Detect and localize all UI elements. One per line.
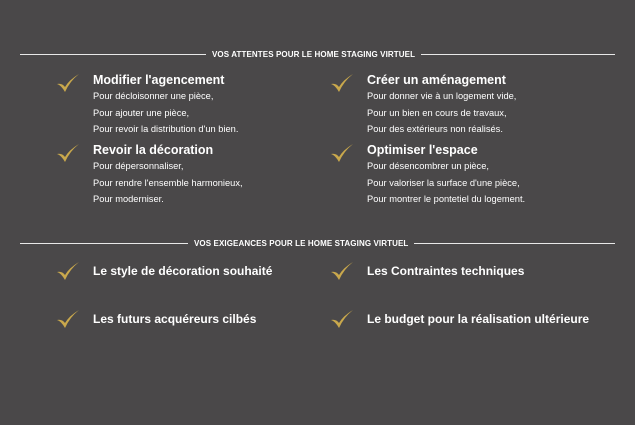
item-line: Pour rendre l'ensemble harmonieux,	[93, 177, 243, 188]
item-line: Pour montrer le pontetiel du logement.	[367, 194, 526, 204]
item-title: Créer un aménagement	[367, 73, 506, 87]
section-header-attentes	[20, 47, 615, 61]
check-icon	[55, 260, 81, 282]
item-line: Pour moderniser.	[93, 194, 164, 204]
divider-line	[414, 243, 615, 244]
section-title: VOS ATTENTES POUR LE HOME STAGING VIRTUEL	[212, 49, 416, 59]
item-contraintes-techniques	[329, 260, 524, 282]
item-title: Le budget pour la réalisation ultérieure	[367, 312, 590, 326]
item-line: Pour revoir la distribution d'un bien.	[93, 124, 239, 134]
item-title: Optimiser l'espace	[367, 143, 478, 157]
item-line: Pour dépersonnaliser,	[93, 161, 184, 171]
check-icon	[55, 72, 81, 94]
item-title: Modifier l'agencement	[93, 73, 225, 87]
item-line: Pour désencombrer un pièce,	[367, 161, 489, 171]
item-line: Pour donner vie à un logement vide,	[367, 91, 517, 101]
item-title: Les Contraintes techniques	[367, 264, 525, 278]
item-modifier-agencement	[55, 72, 238, 138]
divider-line	[421, 54, 615, 55]
check-icon	[329, 72, 355, 94]
item-title: Le style de décoration souhaité	[93, 264, 273, 278]
item-style-decoration	[55, 260, 272, 282]
section-title: VOS EXIGEANCES POUR LE HOME STAGING VIRTUEL	[194, 238, 409, 248]
item-line: Pour décloisonner une pièce,	[93, 91, 214, 101]
section-header-exigeances	[20, 236, 615, 250]
check-icon	[329, 260, 355, 282]
check-icon	[55, 308, 81, 330]
item-line: Pour valoriser la surface d'une pièce,	[367, 177, 520, 188]
item-creer-amenagement	[329, 72, 516, 138]
item-budget-realisation	[329, 308, 589, 330]
item-title: Revoir la décoration	[93, 143, 214, 157]
check-icon	[329, 308, 355, 330]
divider-line	[20, 54, 206, 55]
item-line: Pour ajouter une pièce,	[93, 107, 190, 118]
item-line: Pour des extérieurs non réalisés.	[367, 124, 503, 134]
divider-line	[20, 243, 188, 244]
item-futurs-acquereurs	[55, 308, 256, 330]
check-icon	[329, 142, 355, 164]
item-revoir-decoration	[55, 142, 243, 208]
check-icon	[55, 142, 81, 164]
item-optimiser-espace	[329, 142, 525, 208]
item-line: Pour un bien en cours de travaux,	[367, 107, 507, 118]
item-title: Les futurs acquéreurs cilbés	[93, 312, 257, 326]
